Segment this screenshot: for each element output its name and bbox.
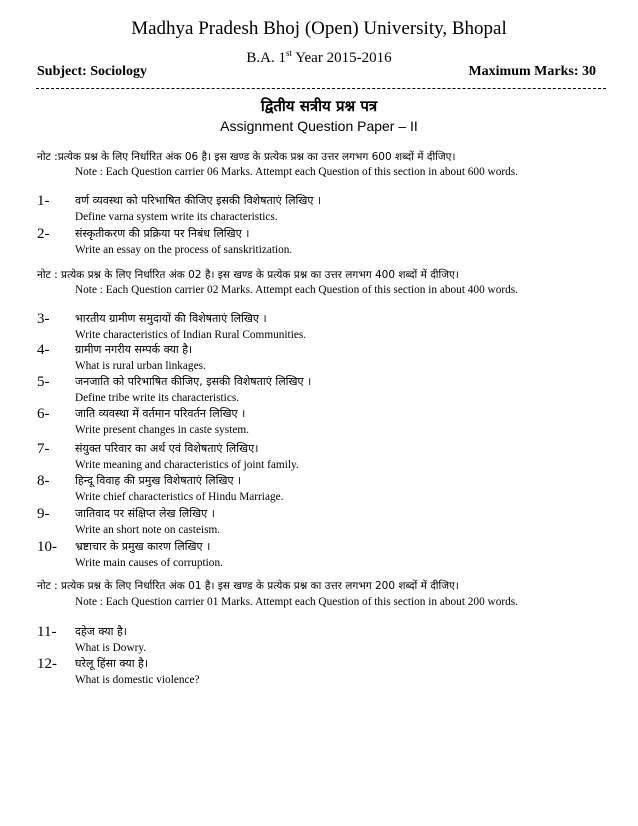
question-hindi: संयुक्त परिवार का अर्थ एवं विशेषताएं लिखिए। xyxy=(75,442,259,455)
question-hindi: भ्रष्टाचार के प्रमुख कारण लिखिए । xyxy=(75,540,211,553)
section-note-hindi: नोट :प्रत्येक प्रश्न के लिए निर्धारित अंक 06 है। इस खण्ड के प्रत्येक प्रश्न का उत्तर लगभग 600 शब्दों में दीजिए। xyxy=(37,151,456,163)
question-item xyxy=(37,341,609,375)
year-suffix: Year 2015-2016 xyxy=(292,50,392,66)
year-prefix: B.A. 1 xyxy=(246,50,286,66)
question-number: 1- xyxy=(37,193,50,209)
question-number: 10- xyxy=(37,539,57,555)
question-item xyxy=(37,405,609,439)
question-item xyxy=(37,225,609,259)
subject-label: Subject: Sociology xyxy=(37,64,148,79)
question-number: 12- xyxy=(37,656,57,672)
question-english: What is domestic violence? xyxy=(75,674,200,686)
question-hindi: जातिवाद पर संक्षिप्त लेख लिखिए । xyxy=(75,507,215,520)
question-number: 4- xyxy=(37,342,50,358)
question-hindi: संस्कृतीकरण की प्रक्रिया पर निबंध लिखिए । xyxy=(75,227,250,240)
question-hindi: घरेलू हिंसा क्या है। xyxy=(75,657,149,670)
question-item xyxy=(37,623,609,657)
question-item xyxy=(37,472,609,506)
question-number: 9- xyxy=(37,506,50,522)
question-hindi: भारतीय ग्रामीण समुदायों की विशेषताएं लिखिए । xyxy=(75,312,267,325)
section-note-hindi: नोट : प्रत्येक प्रश्न के लिए निर्धारित अंक 02 है। इस खण्ड के प्रत्येक प्रश्न का उत्तर लगभग 400 शब्दों में दीजिए। xyxy=(37,269,459,281)
question-hindi: जाति व्यवस्था में वर्तमान परिवर्तन लिखिए । xyxy=(75,407,246,420)
question-english: Define tribe write its characteristics. xyxy=(75,392,240,404)
section-note-english: Note : Each Question carrier 01 Marks. Attempt each Question of this section in about 200 words. xyxy=(75,596,518,608)
question-english: What is rural urban linkages. xyxy=(75,360,206,372)
question-number: 11- xyxy=(37,624,57,640)
question-english: Write an short note on casteism. xyxy=(75,524,221,536)
question-number: 6- xyxy=(37,406,50,422)
question-hindi: वर्ण व्यवस्था को परिभाषित कीजिए इसकी विशेषताएं लिखिए । xyxy=(75,194,322,207)
year-superscript: st xyxy=(285,48,292,58)
question-english: Write present changes in caste system. xyxy=(75,424,249,436)
university-name: Madhya Pradesh Bhoj (Open) University, Bhopal xyxy=(131,18,507,39)
english-title: Assignment Question Paper – II xyxy=(220,118,418,134)
question-english: What is Dowry. xyxy=(75,642,147,654)
question-number: 2- xyxy=(37,226,50,242)
question-item xyxy=(37,310,609,344)
question-item xyxy=(37,440,609,474)
question-english: Write chief characteristics of Hindu Marriage. xyxy=(75,491,284,503)
section-note-english: Note : Each Question carrier 02 Marks. Attempt each Question of this section in about 400 words. xyxy=(75,284,518,296)
question-english: Define varna system write its characteristics. xyxy=(75,211,278,223)
hindi-title: द्वितीय सत्रीय प्रश्न पत्र xyxy=(260,97,378,115)
question-hindi: ग्रामीण नगरीय सम्पर्क क्या है। xyxy=(75,343,193,356)
maximum-marks: Maximum Marks: 30 xyxy=(468,64,596,79)
question-item xyxy=(37,505,609,539)
dashed-divider xyxy=(36,88,606,89)
question-english: Write an essay on the process of sanskritization. xyxy=(75,244,293,256)
question-hindi: जनजाति को परिभाषित कीजिए, इसकी विशेषताएं लिखिए । xyxy=(75,375,312,388)
section-note-hindi: नोट : प्रत्येक प्रश्न के लिए निर्धारित अंक 01 है। इस खण्ड के प्रत्येक प्रश्न का उत्तर लगभग 200 शब्दों में दीजिए। xyxy=(37,580,459,592)
question-item xyxy=(37,538,609,572)
question-english: Write characteristics of Indian Rural Communities. xyxy=(75,329,307,341)
question-english: Write meaning and characteristics of joint family. xyxy=(75,459,299,471)
question-hindi: दहेज क्या है। xyxy=(75,625,127,638)
question-number: 7- xyxy=(37,441,50,457)
question-number: 3- xyxy=(37,311,50,327)
question-item xyxy=(37,192,609,226)
question-item xyxy=(37,373,609,407)
question-number: 8- xyxy=(37,473,50,489)
question-english: Write main causes of corruption. xyxy=(75,557,223,569)
question-number: 5- xyxy=(37,374,50,390)
section-note-english: Note : Each Question carrier 06 Marks. Attempt each Question of this section in about 600 words. xyxy=(75,166,518,178)
question-hindi: हिन्दू विवाह की प्रमुख विशेषताएं लिखिए । xyxy=(75,474,242,487)
question-item xyxy=(37,655,609,689)
